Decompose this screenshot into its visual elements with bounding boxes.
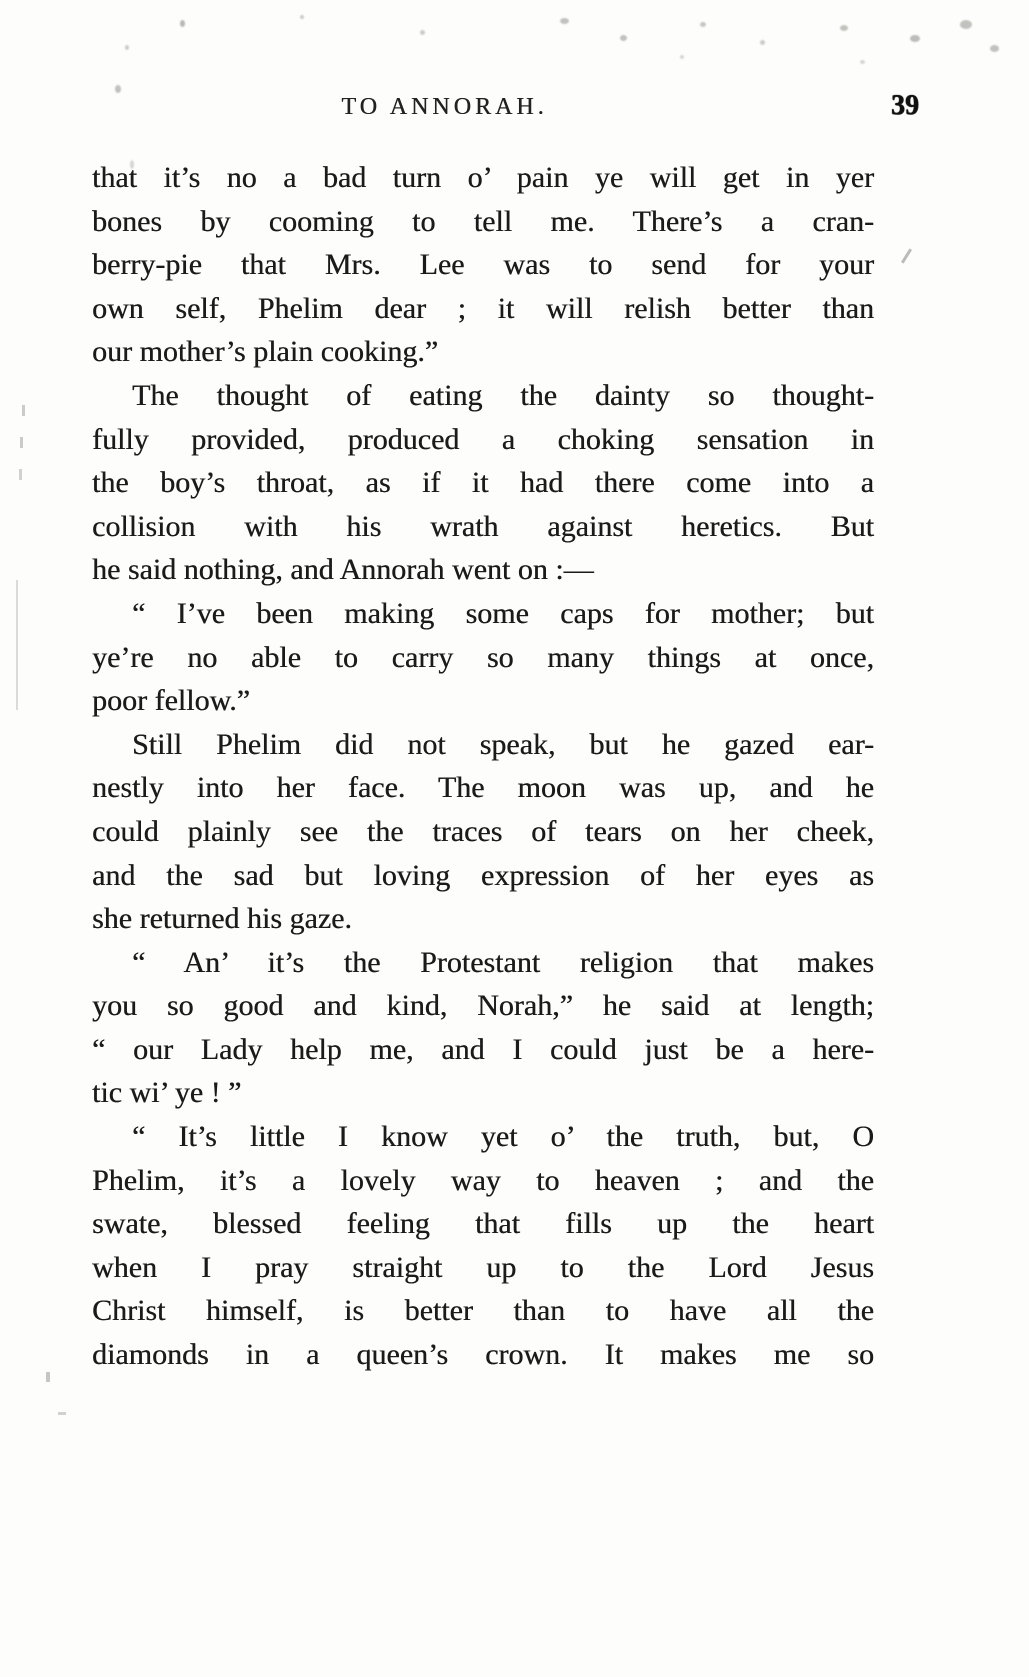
text-line: “ It’s little I know yet o’ the truth, but, O	[132, 1120, 874, 1154]
running-title: TO ANNORAH.	[341, 94, 548, 120]
text-line: tic wi’ ye ! ”	[92, 1076, 242, 1110]
text-line: poor fellow.”	[92, 684, 250, 718]
text-line: Phelim, it’s a lovely way to heaven ; and the	[92, 1163, 874, 1197]
text-line: fully provided, produced a choking sensation in	[92, 422, 874, 456]
text-line: Christ himself, is better than to have all the	[92, 1294, 874, 1328]
text-line: bones by cooming to tell me. There’s a cran-	[92, 204, 874, 238]
text-block	[92, 156, 874, 1377]
text-line: The thought of eating the dainty so thought-	[132, 378, 874, 412]
text-line: own self, Phelim dear ; it will relish better than	[92, 291, 874, 325]
text-line: diamonds in a queen’s crown. It makes me so	[92, 1338, 874, 1372]
paragraph	[92, 156, 874, 374]
text-line: she returned his gaze.	[92, 902, 352, 936]
paragraph	[92, 374, 874, 592]
text-line: nestly into her face. The moon was up, and he	[92, 771, 874, 805]
paragraph	[92, 592, 874, 723]
text-line: he said nothing, and Annorah went on :—	[92, 553, 594, 587]
text-line: “ An’ it’s the Protestant religion that makes	[132, 945, 874, 979]
page-number: 39	[891, 90, 919, 121]
text-line: “ our Lady help me, and I could just be a here-	[92, 1032, 874, 1066]
text-line: the boy’s throat, as if it had there come into a	[92, 466, 874, 500]
text-line: swate, blessed feeling that fills up the heart	[92, 1207, 874, 1241]
text-line: you so good and kind, Norah,” he said at length;	[92, 989, 874, 1023]
page-header	[90, 90, 959, 134]
paragraph	[92, 1115, 874, 1377]
text-line: collision with his wrath against heretics. But	[92, 509, 874, 543]
text-line: Still Phelim did not speak, but he gazed ear-	[132, 727, 874, 761]
paragraph	[92, 723, 874, 941]
text-line: that it’s no a bad turn o’ pain ye will get in yer	[92, 161, 874, 194]
paragraph	[92, 941, 874, 1115]
text-line: berry-pie that Mrs. Lee was to send for your	[92, 248, 874, 282]
text-line: could plainly see the traces of tears on her cheek,	[92, 814, 874, 848]
text-line: ye’re no able to carry so many things at once,	[92, 640, 874, 674]
text-line: our mother’s plain cooking.”	[92, 335, 439, 369]
text-line: and the sad but loving expression of her eyes as	[92, 858, 874, 892]
text-line: “ I’ve been making some caps for mother; but	[132, 596, 874, 630]
text-line: when I pray straight up to the Lord Jesus	[92, 1250, 874, 1284]
